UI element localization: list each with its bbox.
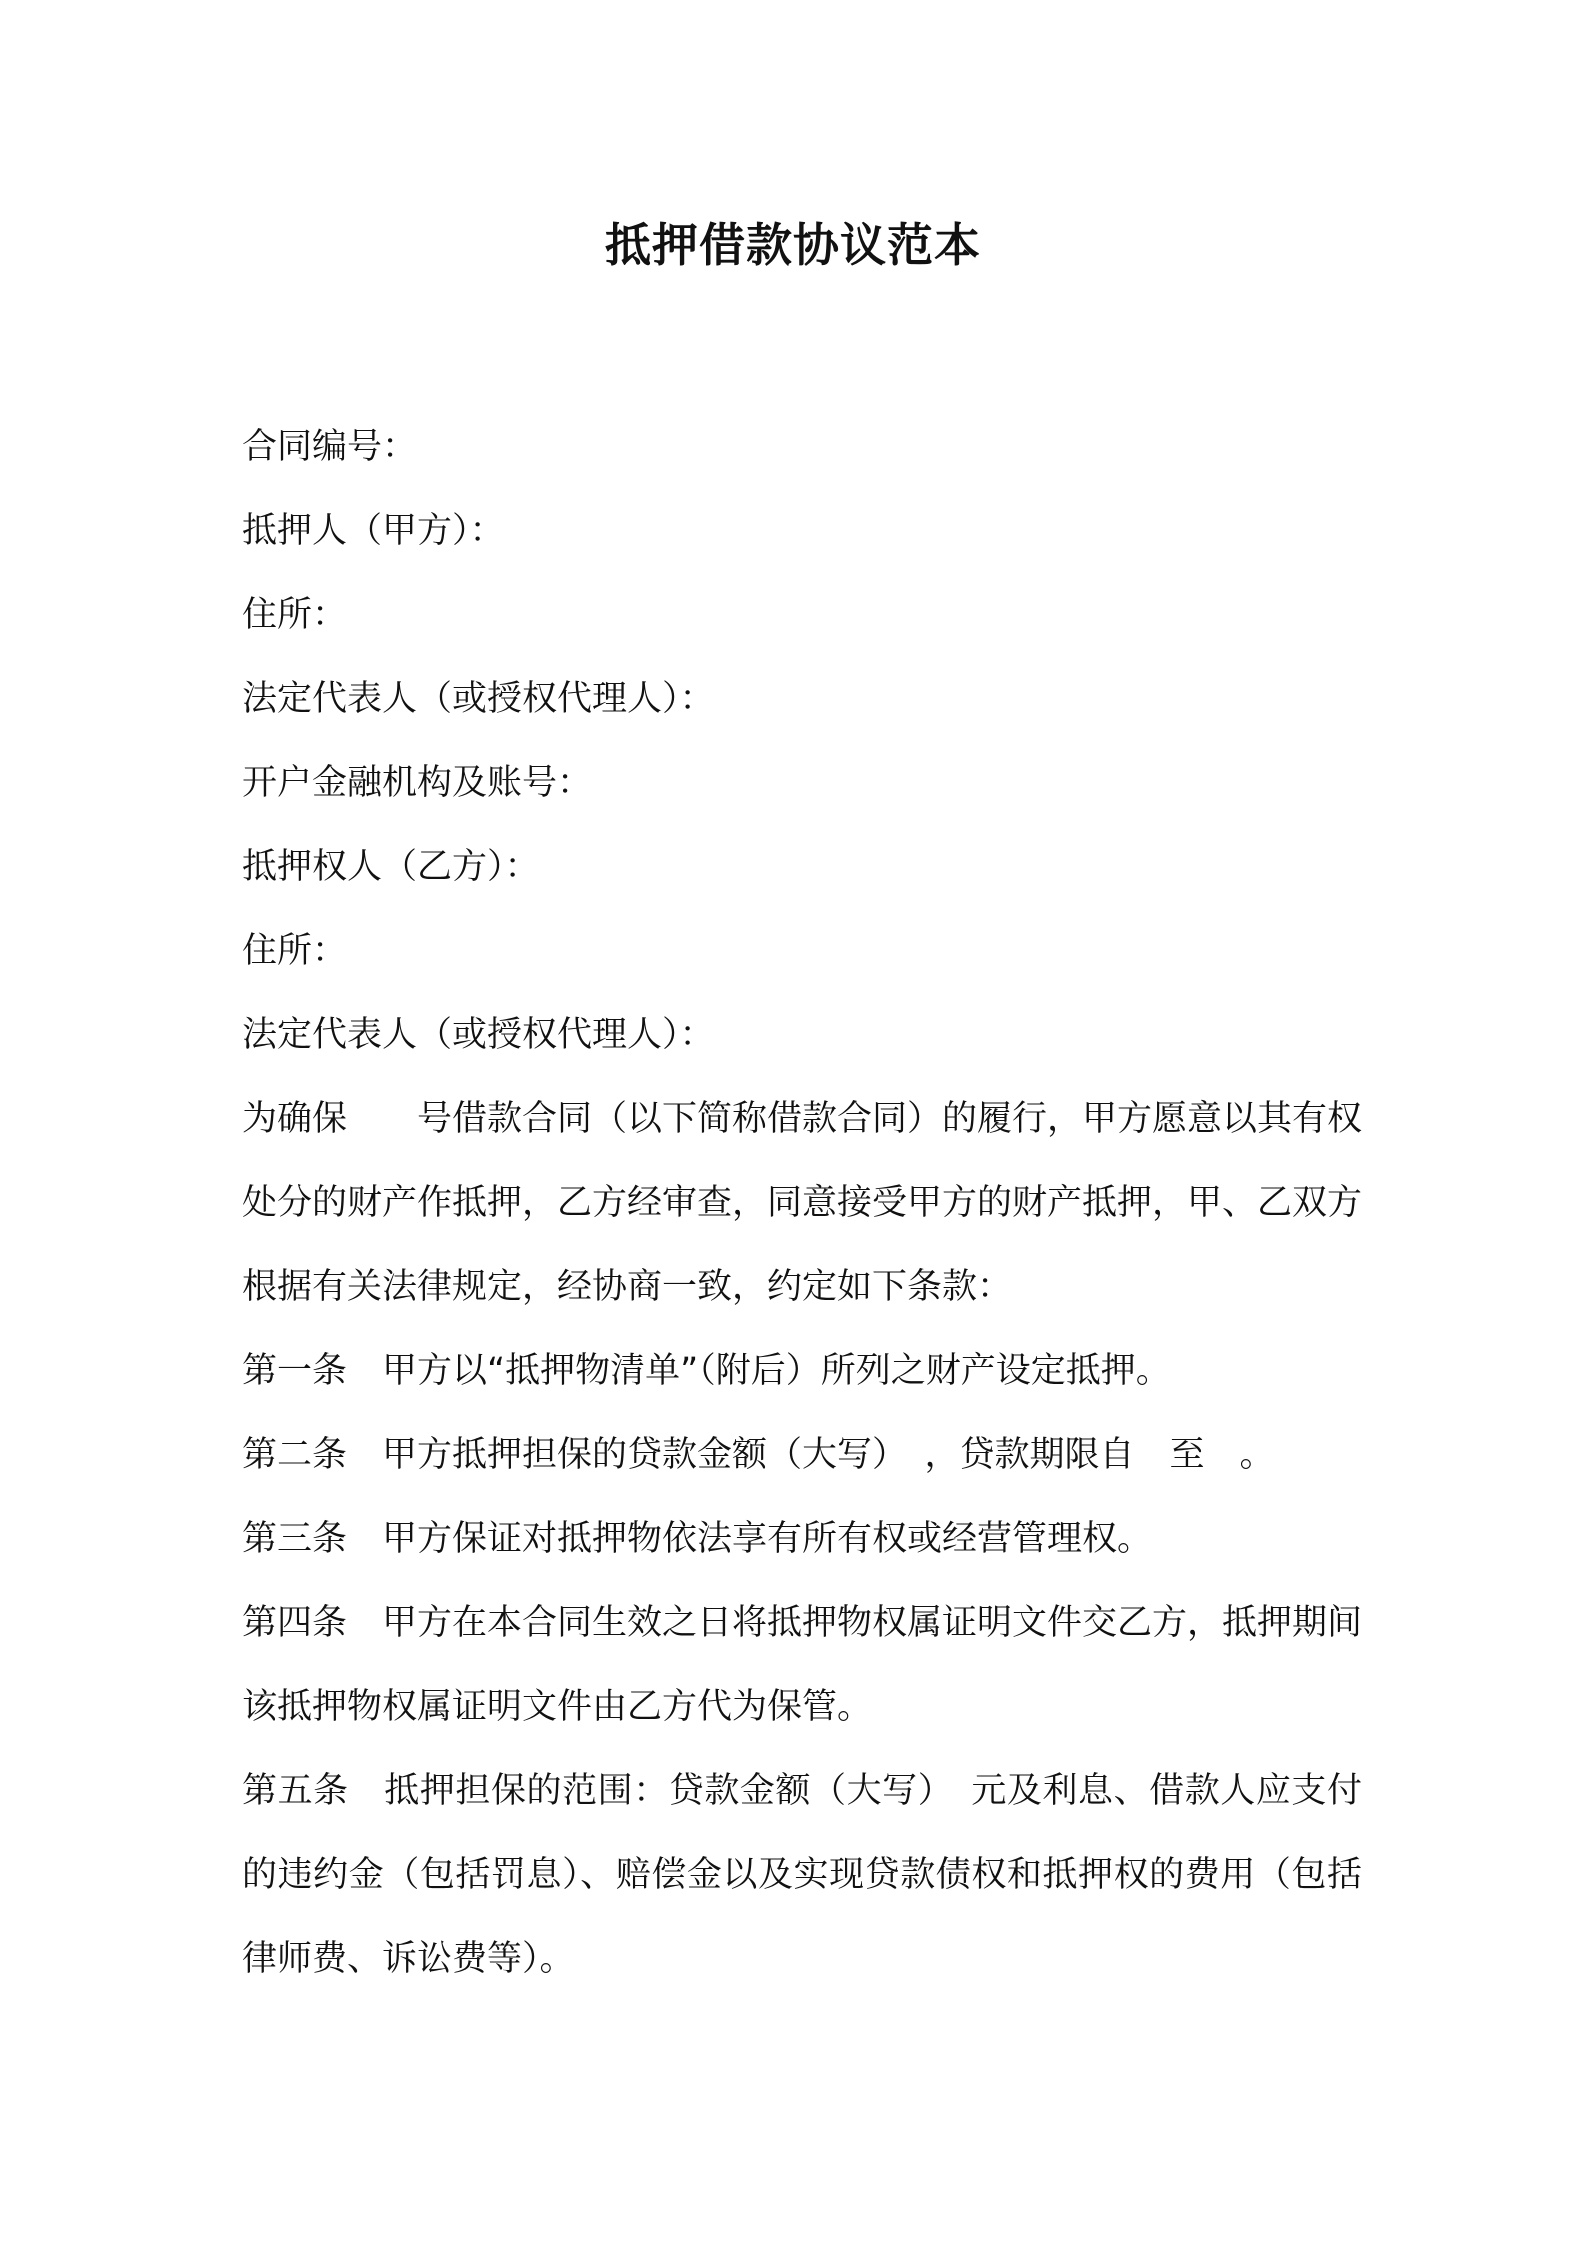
article-1: 第一条 甲方以“抵押物清单”（附后）所列之财产设定抵押。 bbox=[242, 1351, 1171, 1391]
field-mortgagor-address: 住所： bbox=[242, 595, 348, 635]
article-2: 第二条 甲方抵押担保的贷款金额（大写） ，贷款期限自 至 。 bbox=[242, 1435, 1275, 1475]
article-4: 第四条 甲方在本合同生效之日将抵押物权属证明文件交乙方，抵押期间该抵押物权属证明文件由乙方代为保管。 bbox=[242, 1603, 1363, 1727]
field-bank-account: 开户金融机构及账号： bbox=[242, 763, 593, 803]
field-mortgagee-address: 住所： bbox=[242, 931, 348, 971]
field-mortgagor-representative: 法定代表人（或授权代理人）： bbox=[242, 679, 715, 719]
field-mortgagee: 抵押权人（乙方）： bbox=[242, 847, 540, 887]
document-body bbox=[242, 405, 1362, 2001]
article-3: 第三条 甲方保证对抵押物依法享有所有权或经营管理权。 bbox=[242, 1519, 1153, 1559]
field-contract-number: 合同编号： bbox=[242, 427, 418, 467]
preamble-paragraph: 为确保 号借款合同（以下简称借款合同）的履行，甲方愿意以其有权处分的财产作抵押，乙方经审查，同意接受甲方的财产抵押，甲、乙双方根据有关法律规定，经协商一致，约定如下条款： bbox=[242, 1099, 1363, 1307]
document-title: 抵押借款协议范本 bbox=[605, 218, 981, 272]
article-5: 第五条 抵押担保的范围：贷款金额（大写） 元及利息、借款人应支付的违约金（包括罚息）、赔偿金以及实现贷款债权和抵押权的费用（包括律师费、诉讼费等）。 bbox=[242, 1771, 1362, 1979]
field-mortgagee-representative: 法定代表人（或授权代理人）： bbox=[242, 1015, 715, 1055]
field-mortgagor: 抵押人（甲方）： bbox=[242, 511, 505, 551]
